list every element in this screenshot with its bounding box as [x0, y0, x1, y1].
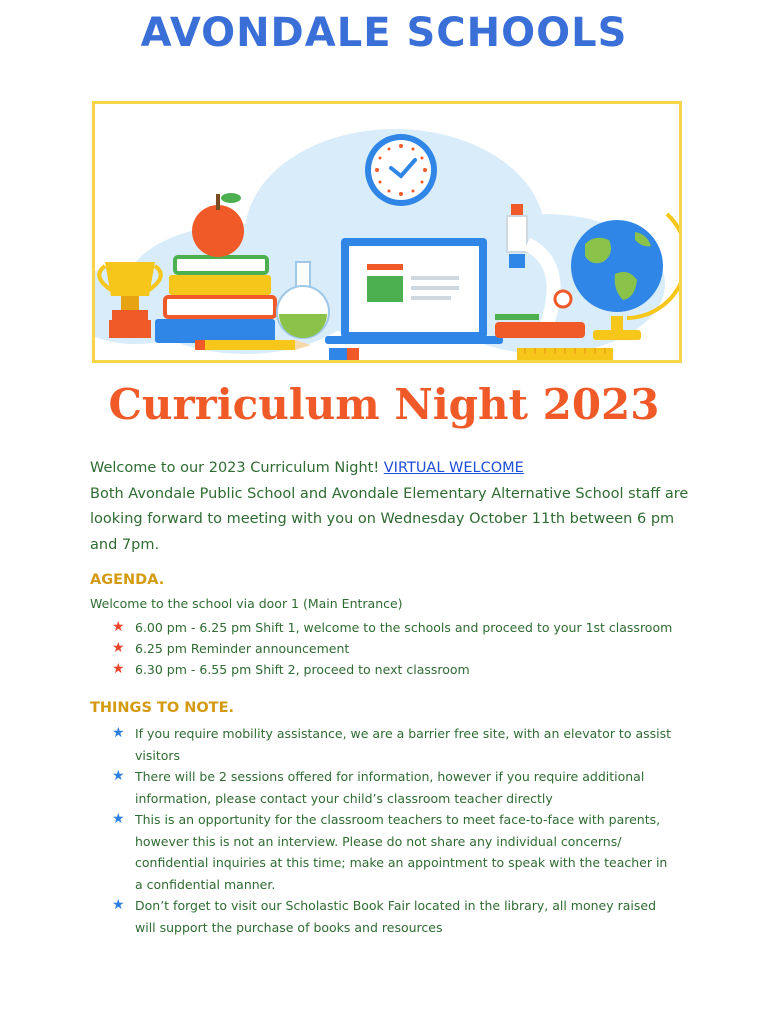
school-title: AVONDALE SCHOOLS: [140, 10, 628, 56]
hero-illustration: [92, 101, 682, 363]
school-supplies-illustration-icon: [95, 104, 679, 360]
intro-body-text: Both Avondale Public School and Avondale Elementary Alternative School staff are looking forward to meeting with you on Wednesday October 11th between 6 pm and 7pm.: [90, 485, 689, 553]
agenda-item-text: 6.00 pm - 6.25 pm Shift 1, welcome to the schools and proceed to your 1st classroom: [135, 620, 673, 635]
notes-list: [112, 723, 672, 938]
notes-heading: THINGS TO NOTE.: [90, 700, 234, 716]
list-item: [112, 659, 712, 680]
list-item: [112, 766, 672, 809]
red-star-icon: ★: [112, 661, 125, 677]
blue-star-icon: ★: [112, 768, 125, 784]
list-item: [112, 617, 712, 638]
agenda-item-text: 6.30 pm - 6.55 pm Shift 2, proceed to next classroom: [135, 662, 470, 677]
event-title: Curriculum Night 2023: [108, 380, 660, 429]
blue-star-icon: ★: [112, 725, 125, 741]
note-item-text: If you require mobility assistance, we are a barrier free site, with an elevator to assist visitors: [135, 726, 672, 763]
list-item: [112, 638, 712, 659]
intro-paragraph: [90, 456, 690, 558]
blue-star-icon: ★: [112, 811, 125, 827]
agenda-lead: Welcome to the school via door 1 (Main Entrance): [90, 596, 403, 611]
list-item: [112, 723, 672, 766]
agenda-item-text: 6.25 pm Reminder announcement: [135, 641, 350, 656]
virtual-welcome-link[interactable]: VIRTUAL WELCOME: [383, 460, 524, 476]
list-item: [112, 809, 672, 895]
blue-star-icon: ★: [112, 897, 125, 913]
agenda-list: [112, 617, 712, 680]
note-item-text: There will be 2 sessions offered for information, however if you require additional information, please contact your child’s classroom teacher directly: [135, 769, 645, 806]
agenda-heading: AGENDA.: [90, 572, 165, 588]
red-star-icon: ★: [112, 619, 125, 635]
note-item-text: Don’t forget to visit our Scholastic Book Fair located in the library, all money raised will support the purchase of books and resources: [135, 898, 657, 935]
intro-welcome-text: Welcome to our 2023 Curriculum Night!: [90, 460, 384, 476]
list-item: [112, 895, 672, 938]
note-item-text: This is an opportunity for the classroom teachers to meet face-to-face with parents, however this is not an interview. Please do not share any individual concerns/ confidential inquiries at this time; make an appointment to speak with the teacher in a confidential manner.: [135, 812, 668, 892]
red-star-icon: ★: [112, 640, 125, 656]
